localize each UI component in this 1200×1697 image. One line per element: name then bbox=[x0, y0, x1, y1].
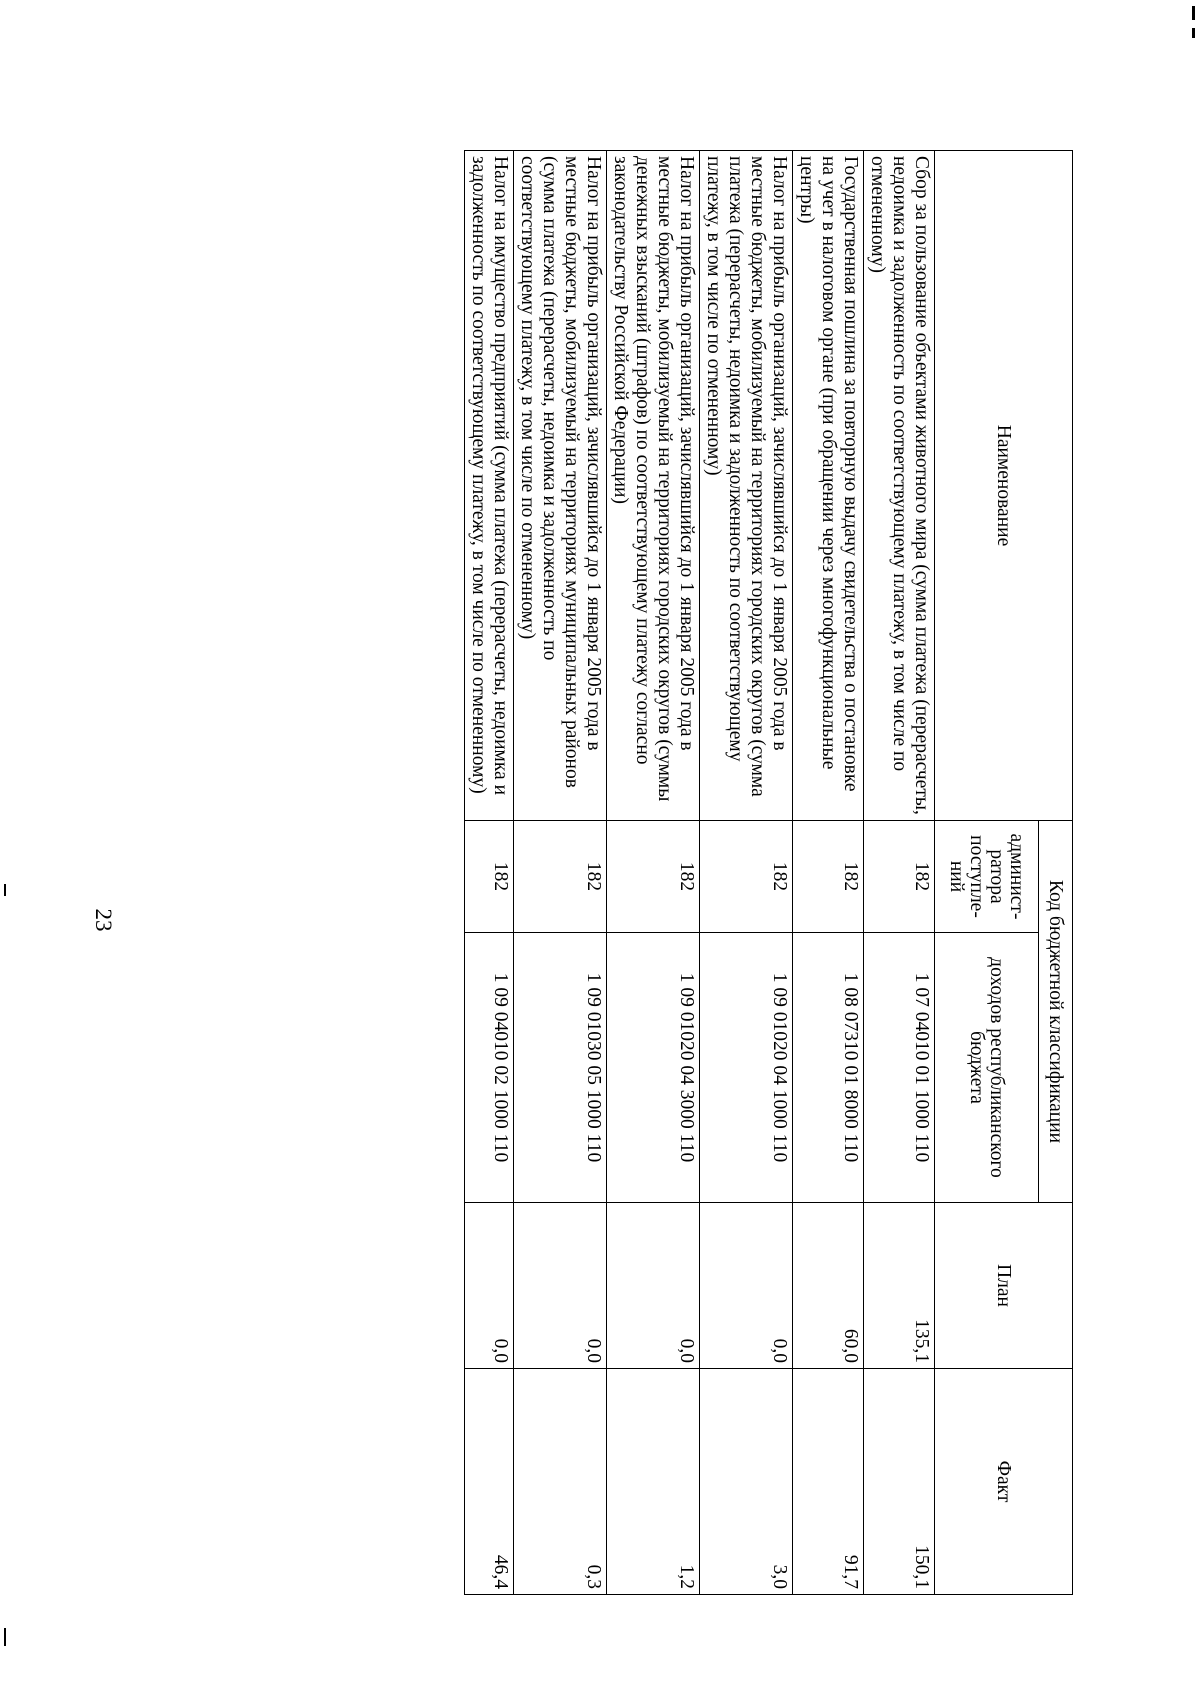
row-revenue-code: 1 09 01020 04 3000 110 bbox=[607, 933, 700, 1203]
row-revenue-code: 1 09 01030 05 1000 110 bbox=[514, 933, 607, 1203]
row-name: Налог на прибыль организаций, зачислявшийся до 1 января 2005 года в местные бюджеты, мобилизуемый на территориях городских округов (сумма платежа (перерасчеты, недоимка и задолженность по соответствующему платежу, в том числе по отмененному) bbox=[700, 151, 793, 821]
row-admin-code: 182 bbox=[793, 821, 864, 933]
row-plan: 135,1 bbox=[864, 1203, 935, 1369]
row-fact: 91,7 bbox=[793, 1369, 864, 1595]
row-admin-code: 182 bbox=[700, 821, 793, 933]
table-row bbox=[465, 151, 514, 1595]
table-row bbox=[700, 151, 793, 1595]
table-row bbox=[793, 151, 864, 1595]
scan-mark bbox=[4, 1628, 6, 1646]
header-revenue: доходов республиканского бюджета bbox=[935, 933, 1039, 1203]
page-number: 23 bbox=[91, 908, 116, 932]
row-fact: 150,1 bbox=[864, 1369, 935, 1595]
scan-mark bbox=[1192, 6, 1195, 20]
row-revenue-code: 1 08 07310 01 8000 110 bbox=[793, 933, 864, 1203]
row-name: Государственная пошлина за повторную выдачу свидетельства о постановке на учет в налоговом органе (при обращении через многофункциональные центры) bbox=[793, 151, 864, 821]
row-name: Налог на прибыль организаций, зачислявшийся до 1 января 2005 года в местные бюджеты, мобилизуемый на территориях городских округов (суммы денежных взысканий (штрафов) по соответствующему платежу согласно законодательству Российской Федерации) bbox=[607, 151, 700, 821]
budget-table bbox=[464, 150, 1073, 1595]
header-name: Наименование bbox=[935, 151, 1073, 821]
row-revenue-code: 1 07 04010 01 1000 110 bbox=[864, 933, 935, 1203]
row-fact: 0,3 bbox=[514, 1369, 607, 1595]
header-administrator: админист-ратора поступле-ний bbox=[935, 821, 1039, 933]
table-header bbox=[935, 151, 1073, 1595]
header-fact: Факт bbox=[935, 1369, 1073, 1595]
header-code-group: Код бюджетной классификации bbox=[1039, 821, 1073, 1203]
scan-mark bbox=[4, 884, 6, 896]
row-plan: 60,0 bbox=[793, 1203, 864, 1369]
row-admin-code: 182 bbox=[864, 821, 935, 933]
row-fact: 1,2 bbox=[607, 1369, 700, 1595]
table-body bbox=[465, 151, 935, 1595]
row-plan: 0,0 bbox=[700, 1203, 793, 1369]
table-row bbox=[864, 151, 935, 1595]
row-plan: 0,0 bbox=[607, 1203, 700, 1369]
row-name: Сбор за пользование объектами животного мира (сумма платежа (перерасчеты, недоимка и задолженность по соответствующему платежу, в том числе по отмененному) bbox=[864, 151, 935, 821]
table-row bbox=[607, 151, 700, 1595]
row-revenue-code: 1 09 04010 02 1000 110 bbox=[465, 933, 514, 1203]
row-revenue-code: 1 09 01020 04 1000 110 bbox=[700, 933, 793, 1203]
row-admin-code: 182 bbox=[514, 821, 607, 933]
row-fact: 3,0 bbox=[700, 1369, 793, 1595]
header-plan: План bbox=[935, 1203, 1073, 1369]
row-name: Налог на имущество предприятий (сумма платежа (перерасчеты, недоимка и задолженность по соответствующему платежу, в том числе по отмененному) bbox=[465, 151, 514, 821]
scan-mark bbox=[1192, 28, 1195, 38]
row-fact: 46,4 bbox=[465, 1369, 514, 1595]
row-name: Налог на прибыль организаций, зачислявшийся до 1 января 2005 года в местные бюджеты, мобилизуемый на территориях муниципальных районов (сумма платежа (перерасчеты, недоимка и задолженность по соответствующему платежу, в том числе по отмененному) bbox=[514, 151, 607, 821]
row-plan: 0,0 bbox=[465, 1203, 514, 1369]
table-row bbox=[514, 151, 607, 1595]
row-plan: 0,0 bbox=[514, 1203, 607, 1369]
row-admin-code: 182 bbox=[465, 821, 514, 933]
row-admin-code: 182 bbox=[607, 821, 700, 933]
